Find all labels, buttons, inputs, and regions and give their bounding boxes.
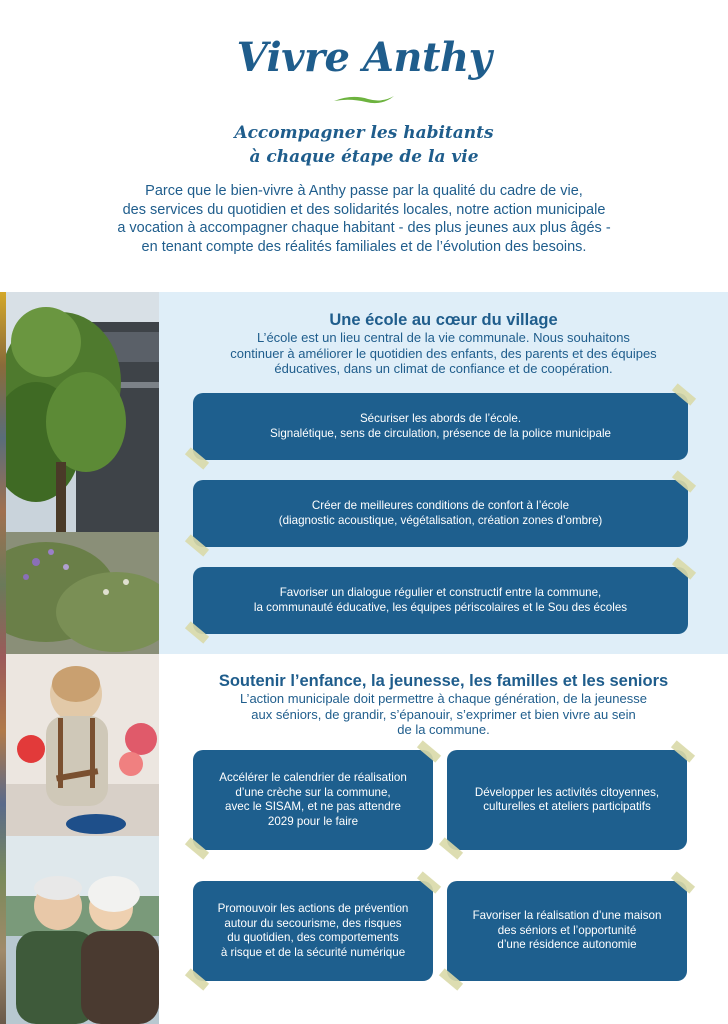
action-card <box>447 750 687 850</box>
action-card <box>193 567 688 634</box>
section-intro-line: aux séniors, de grandir, s’épanouir, s’exprimer et bien vivre au sein <box>251 706 636 722</box>
action-card <box>193 393 688 460</box>
action-card <box>447 881 687 981</box>
section-intro <box>159 691 728 738</box>
card-line: d’une résidence autonomie <box>497 938 637 952</box>
child-playing-photo <box>6 654 159 836</box>
card-line: 2029 pour le faire <box>267 814 359 828</box>
family-section <box>159 654 728 1024</box>
intro-paragraph <box>70 182 658 256</box>
card-line: Développer les activités citoyennes, <box>474 785 660 799</box>
page-title: Vivre Anthy <box>236 34 492 81</box>
action-card <box>193 881 433 981</box>
card-line: Favoriser un dialogue régulier et constructif entre la commune, <box>279 586 602 599</box>
section-intro-line: de la commune. <box>397 722 490 737</box>
senior-couple-photo <box>6 836 159 1024</box>
section-title: Une école au cœur du village <box>329 311 558 329</box>
page-subtitle <box>0 121 728 169</box>
card-line: Créer de meilleures conditions de confort à l’école <box>311 499 570 512</box>
intro-line: Parce que le bien-vivre à Anthy passe par la qualité du cadre de vie, <box>145 183 583 199</box>
card-line: Favoriser la réalisation d’une maison <box>472 909 662 923</box>
subtitle-line: à chaque étape de la vie <box>249 147 479 167</box>
section-intro <box>159 330 728 377</box>
intro-line: des services du quotidien et des solidarités locales, notre action municipale <box>122 201 606 218</box>
section-intro-line: continuer à améliorer le quotidien des enfants, des parents et des équipes <box>230 345 657 361</box>
card-line: à risque et de la sécurité numérique <box>220 945 406 959</box>
card-line: culturelles et ateliers participatifs <box>483 800 651 813</box>
card-line: autour du secourisme, des risques <box>224 916 402 930</box>
section-intro-line: L’action municipale doit permettre à chaque génération, de la jeunesse <box>240 691 647 706</box>
card-line: la communauté éducative, les équipes périscolaires et le Sou des écoles <box>253 600 628 614</box>
action-card <box>193 750 433 850</box>
intro-line: a vocation à accompagner chaque habitant - des plus jeunes aux plus âgés - <box>117 220 611 236</box>
section-intro-line: L’école est un lieu central de la vie communale. Nous souhaitons <box>257 330 630 345</box>
card-line: (diagnostic acoustique, végétalisation, création zones d’ombre) <box>278 513 603 527</box>
school-garden-photo <box>6 292 159 654</box>
card-line: des séniors et l’opportunité <box>497 923 637 937</box>
card-line: Promouvoir les actions de prévention <box>217 902 409 915</box>
card-line: Sécuriser les abords de l’école. <box>359 412 522 425</box>
card-line: d’une crèche sur la commune, <box>235 785 391 799</box>
card-line: du quotidien, des comportements <box>227 931 399 944</box>
school-section <box>159 292 728 654</box>
card-line: Accélérer le calendrier de réalisation <box>219 771 407 784</box>
section-intro-line: éducatives, dans un climat de confiance et de coopération. <box>274 361 613 376</box>
green-swoosh-decoration <box>332 92 396 106</box>
card-line: avec le SISAM, et ne pas attendre <box>225 800 401 813</box>
card-line: Signalétique, sens de circulation, présence de la police municipale <box>270 426 611 440</box>
subtitle-line: Accompagner les habitants <box>234 123 494 143</box>
section-title: Soutenir l’enfance, la jeunesse, les familles et les seniors <box>218 672 669 690</box>
action-card <box>193 480 688 547</box>
intro-line: en tenant compte des réalités familiales et de l’évolution des besoins. <box>141 238 587 255</box>
